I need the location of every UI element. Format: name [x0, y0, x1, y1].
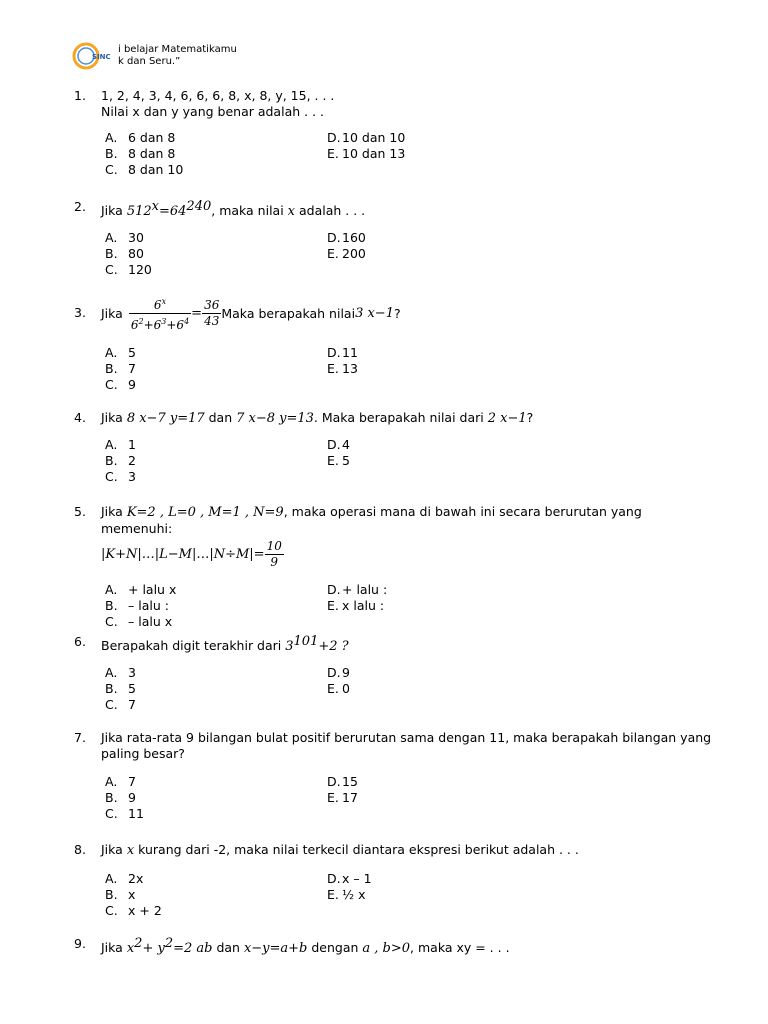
question-text: Jika 8 x−7 y=17 dan 7 x−8 y=13. Maka berapakah nilai dari 2 x−1?: [101, 410, 534, 426]
question-text: Jika $x^2+ y^2=2$ ab dan x−y=a+b dengan a , b>0, maka xy = . . .: [101, 936, 510, 957]
option-d[interactable]: D.4: [327, 437, 350, 452]
option-e[interactable]: E. 5: [327, 453, 350, 468]
question-line: Nilai x dan y yang benar adalah . . .: [101, 104, 324, 119]
option-a[interactable]: A. 2x: [105, 871, 144, 886]
options: [105, 871, 714, 919]
question-8: [74, 842, 714, 919]
question-3: [74, 294, 714, 393]
question-number: 4.: [74, 410, 86, 425]
question-line: Jika rata-rata 9 bilangan bulat positif berurutan sama dengan 11, maka berapakah bilangan yang: [101, 730, 712, 745]
question-text: Jika $512^x=64^{240}$, maka nilai x adalah . . .: [101, 199, 366, 220]
logo-text: SINC: [92, 53, 111, 61]
question-line: 1, 2, 4, 3, 4, 6, 6, 6, 8, x, 8, y, 15, . . .: [101, 88, 335, 103]
option-c[interactable]: C. – lalu x: [105, 614, 173, 629]
question-text: [101, 730, 714, 762]
option-c[interactable]: C. 7: [105, 697, 136, 713]
question-text: [101, 88, 714, 120]
question-number: 2.: [74, 199, 86, 214]
fraction: $\frac{36}{43}$: [204, 298, 220, 328]
question-6: [74, 634, 714, 713]
option-e[interactable]: E. 0: [327, 681, 350, 697]
tagline-line1: i belajar Matematikamu: [118, 44, 237, 55]
option-d[interactable]: D.160: [327, 230, 366, 246]
question-1: [74, 88, 714, 178]
option-c[interactable]: C. 9: [105, 377, 136, 392]
option-c[interactable]: C. x + 2: [105, 903, 162, 918]
options: [105, 345, 714, 393]
options: [105, 774, 714, 822]
tagline-line2: k dan Seru.”: [118, 56, 181, 67]
header: [72, 38, 237, 74]
option-b[interactable]: B. 80: [105, 246, 144, 262]
option-b[interactable]: B. 2: [105, 453, 136, 468]
question-text: Berapakah digit terakhir dari $3^{101}+2$ ?: [101, 634, 349, 655]
question-number: 5.: [74, 504, 86, 519]
question-number: 6.: [74, 634, 86, 649]
option-e[interactable]: E. ½ x: [327, 887, 366, 902]
option-b[interactable]: B. 8 dan 8: [105, 146, 176, 161]
option-a[interactable]: A. 7: [105, 774, 136, 789]
tagline: [118, 44, 237, 68]
option-d[interactable]: D.x – 1: [327, 871, 372, 886]
sinc-logo: [72, 38, 116, 74]
question-text: Jika x kurang dari -2, maka nilai terkecil diantara ekspresi berikut adalah . . .: [101, 842, 579, 858]
option-b[interactable]: B. 7: [105, 361, 136, 376]
question-number: 1.: [74, 88, 86, 103]
option-d[interactable]: D.+ lalu :: [327, 582, 388, 597]
option-d[interactable]: D.11: [327, 345, 358, 360]
options: [105, 582, 714, 630]
question-2: [74, 199, 714, 278]
option-a[interactable]: A. + lalu x: [105, 582, 177, 597]
question-number: 3.: [74, 305, 86, 320]
option-d[interactable]: D.15: [327, 774, 358, 789]
option-e[interactable]: E. 17: [327, 790, 358, 805]
fraction: $\frac{6^x}{6^2+6^3+6^4}$: [129, 294, 191, 333]
question-7: [74, 730, 714, 822]
question-text: Jika K=2 , L=0 , M=1 , N=9, maka operasi mana di bawah ini secara berurutan yang memenuhi: |K+N|…|L−M|…|N÷M|= $\frac{10}{9}$: [101, 504, 642, 569]
option-c[interactable]: C. 120: [105, 262, 152, 278]
option-a[interactable]: A. 1: [105, 437, 136, 452]
question-text: Jika $\frac{6^x}{6^2+6^3+6^4}$ = $\frac{36}{43}$ Maka berapakah nilai 3 x−1 ?: [101, 294, 714, 333]
option-a[interactable]: A. 30: [105, 230, 144, 246]
options: [105, 130, 714, 178]
option-c[interactable]: C. 3: [105, 469, 136, 484]
option-e[interactable]: E. 10 dan 13: [327, 146, 406, 161]
option-e[interactable]: E. 200: [327, 246, 366, 262]
option-a[interactable]: A. 5: [105, 345, 136, 360]
option-b[interactable]: B. 5: [105, 681, 136, 697]
question-number: 8.: [74, 842, 86, 857]
option-a[interactable]: A. 6 dan 8: [105, 130, 176, 145]
option-b[interactable]: B. 9: [105, 790, 136, 805]
option-e[interactable]: E. x lalu :: [327, 598, 385, 613]
option-d[interactable]: D.10 dan 10: [327, 130, 406, 145]
option-c[interactable]: C. 11: [105, 806, 144, 821]
option-e[interactable]: E. 13: [327, 361, 358, 376]
options: [105, 437, 714, 485]
option-c[interactable]: C. 8 dan 10: [105, 162, 184, 177]
question-5: [74, 504, 714, 630]
fraction: $\frac{10}{9}$: [266, 539, 282, 569]
option-b[interactable]: B. x: [105, 887, 136, 902]
question-line: paling besar?: [101, 746, 185, 761]
option-a[interactable]: A. 3: [105, 665, 136, 681]
options: [105, 665, 714, 713]
option-d[interactable]: D.9: [327, 665, 350, 681]
question-number: 7.: [74, 730, 86, 745]
question-4: [74, 410, 714, 485]
options: [105, 230, 714, 278]
option-b[interactable]: B. – lalu :: [105, 598, 169, 613]
question-9: [74, 936, 714, 957]
question-number: 9.: [74, 936, 86, 951]
